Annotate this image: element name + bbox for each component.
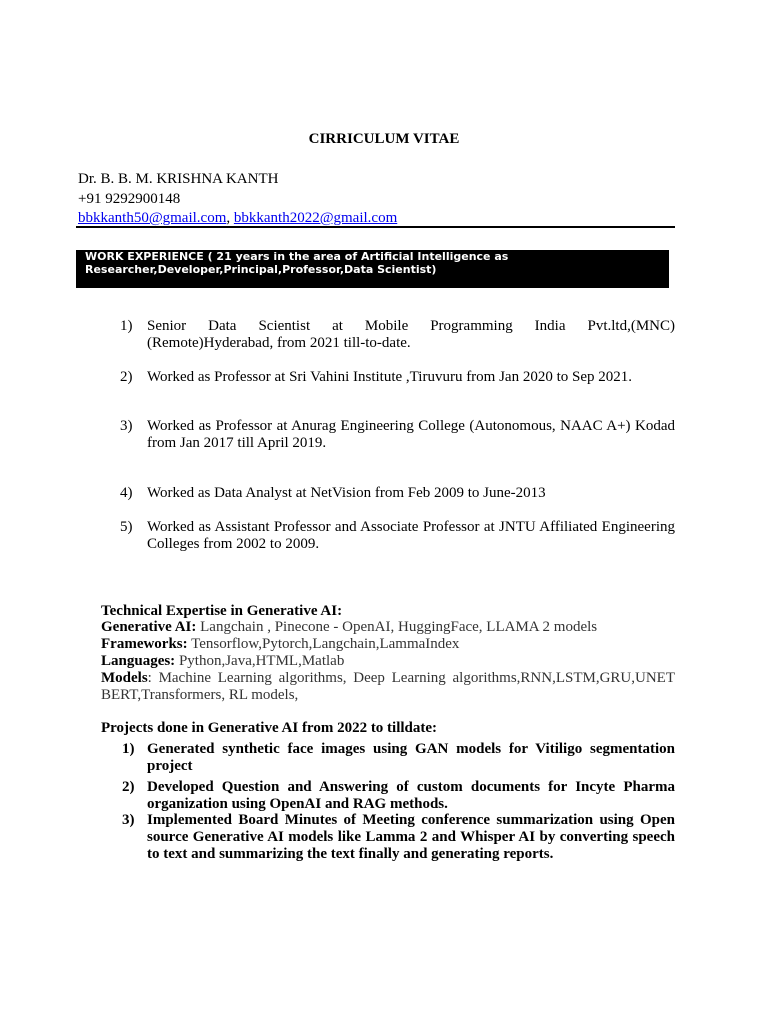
technical-value: : Machine Learning algorithms, Deep Learning algorithms,RNN,LSTM,GRU,UNET BERT,Transformers, RL models,	[101, 670, 675, 703]
project-number: 2)	[122, 779, 135, 795]
project-text: Developed Question and Answering of custom documents for Incyte Pharma organization using OpenAI and RAG methods.	[147, 779, 675, 812]
experience-text: Worked as Professor at Anurag Engineering College (Autonomous, NAAC A+) Kodad from Jan 2017 till April 2019.	[147, 418, 675, 451]
experience-item	[120, 418, 675, 452]
technical-label: Frameworks:	[101, 636, 188, 652]
experience-text: Worked as Assistant Professor and Associate Professor at JNTU Affiliated Engineering Colleges from 2002 to 2009.	[147, 519, 675, 552]
email-link-1[interactable]: bbkkanth50@gmail.com	[78, 210, 227, 226]
experience-item	[120, 485, 675, 502]
technical-value: Python,Java,HTML,Matlab	[175, 653, 345, 669]
banner-line-1: WORK EXPERIENCE ( 21 years in the area of Artificial Intelligence as	[85, 250, 509, 263]
experience-number: 2)	[120, 369, 133, 385]
technical-heading: Technical Expertise in Generative AI:	[101, 603, 343, 619]
contact-emails	[78, 208, 397, 228]
experience-text: Worked as Professor at Sri Vahini Institute ,Tiruvuru from Jan 2020 to Sep 2021.	[147, 369, 633, 385]
experience-item	[120, 369, 675, 386]
document-title: CIRRICULUM VITAE	[308, 131, 460, 147]
header-divider	[76, 226, 675, 228]
work-experience-banner	[76, 250, 669, 288]
technical-label: Models	[101, 670, 148, 686]
technical-label: Languages:	[101, 653, 176, 669]
technical-label: Generative AI:	[101, 619, 197, 635]
technical-value: Langchain , Pinecone - OpenAI, HuggingFace, LLAMA 2 models	[196, 619, 598, 635]
project-number: 3)	[122, 812, 135, 828]
technical-row	[101, 636, 675, 653]
technical-value: Tensorflow,Pytorch,Langchain,LammaIndex	[187, 636, 460, 652]
technical-row	[101, 619, 675, 636]
experience-number: 1)	[120, 318, 133, 334]
experience-item	[120, 318, 675, 352]
experience-number: 3)	[120, 418, 133, 434]
email-separator: ,	[226, 210, 234, 226]
project-item	[122, 812, 675, 863]
email-link-2[interactable]: bbkkanth2022@gmail.com	[233, 210, 398, 226]
project-text: Generated synthetic face images using GAN models for Vitiligo segmentation project	[147, 741, 675, 774]
contact-name: Dr. B. B. M. KRISHNA KANTH	[78, 171, 279, 187]
project-item	[122, 741, 675, 775]
project-number: 1)	[122, 741, 135, 757]
experience-item	[120, 519, 675, 553]
experience-number: 4)	[120, 485, 133, 501]
contact-phone: +91 9292900148	[78, 191, 181, 207]
projects-heading: Projects done in Generative AI from 2022 to tilldate:	[101, 720, 438, 736]
technical-row	[101, 653, 675, 670]
experience-text: Senior Data Scientist at Mobile Programming India Pvt.ltd,(MNC) (Remote)Hyderabad, from 2021 till-to-date.	[147, 318, 675, 351]
experience-text: Worked as Data Analyst at NetVision from Feb 2009 to June-2013	[147, 485, 546, 501]
technical-row	[101, 670, 675, 704]
experience-number: 5)	[120, 519, 133, 535]
project-text: Implemented Board Minutes of Meeting conference summarization using Open source Generative AI models like Lamma 2 and Whisper AI by converting speech to text and summarizing the text finally and generating reports.	[147, 812, 675, 862]
banner-line-2: Researcher,Developer,Principal,Professor,Data Scientist)	[85, 263, 437, 276]
project-item	[122, 779, 675, 813]
